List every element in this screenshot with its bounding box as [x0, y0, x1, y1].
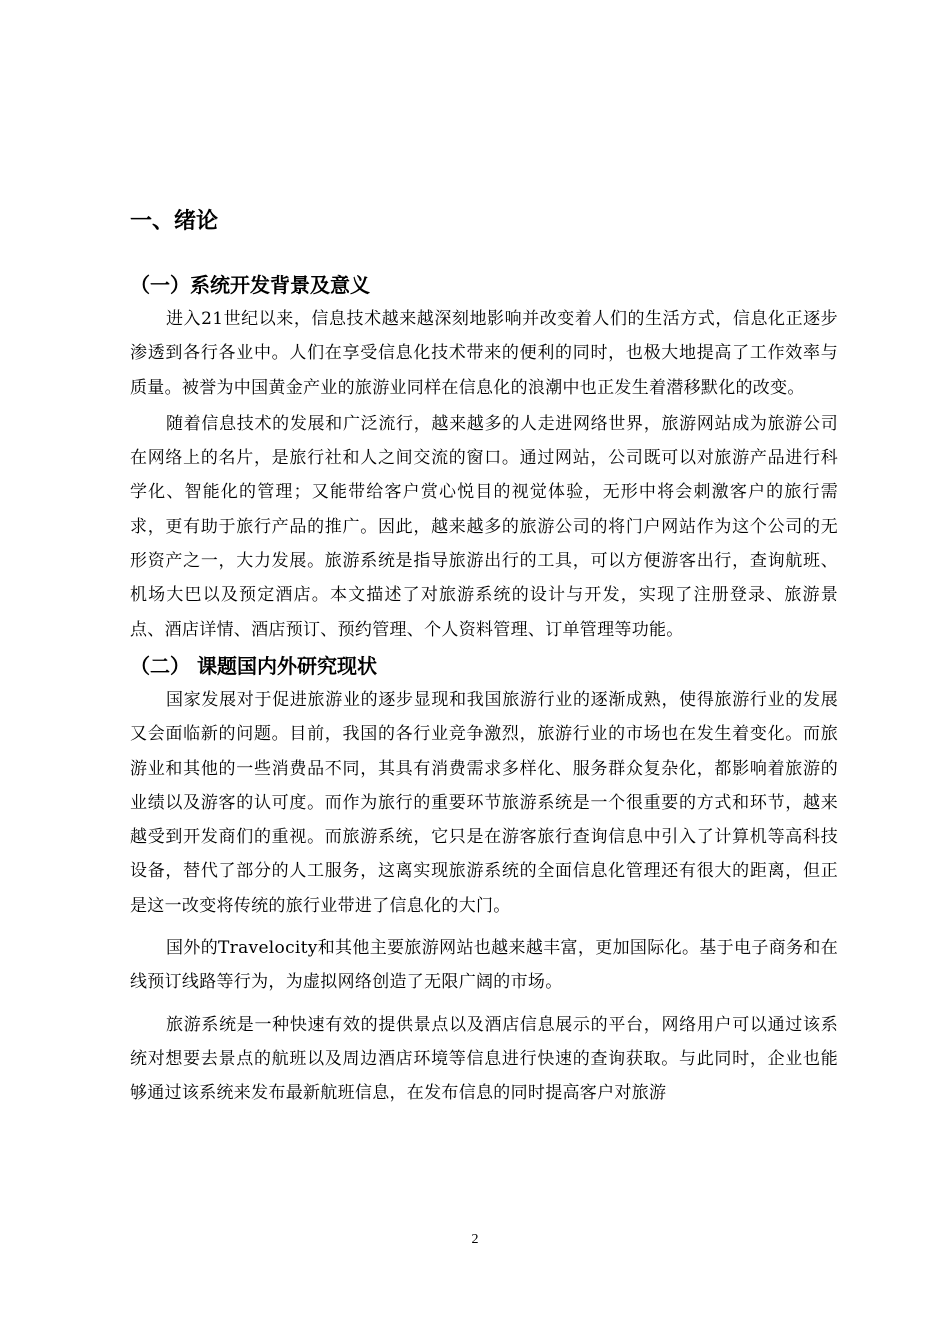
- page-body: [130, 204, 838, 1119]
- chapter-title: 一、绪论: [130, 209, 219, 234]
- paragraph: 国家发展对于促进旅游业的逐步显现和我国旅游行业的逐渐成熟，使得旅游行业的发展又会面临新的问题。目前，我国的各行业竞争激烈，旅游行业的市场也在发生着变化。而旅游业和其他的一些消费品不同，其具有消费需求多样化、服务群众复杂化，都影响着旅游的业绩以及游客的认可度。而作为旅行的重要环节旅游系统是一个很重要的方式和环节，越来越受到开发商们的重视。而旅游系统，它只是在游客旅行查询信息中引入了计算机等高科技设备，替代了部分的人工服务，这离实现旅游系统的全面信息化管理还有很大的距离，但正是这一改变将传统的旅行业带进了信息化的大门。: [130, 689, 838, 916]
- paragraph: 旅游系统是一种快速有效的提供景点以及酒店信息展示的平台，网络用户可以通过该系统对想要去景点的航班以及周边酒店环境等信息进行快速的查询获取。与此同时，企业也能够通过该系统来发布最新航班信息，在发布信息的同时提高客户对旅游: [130, 1014, 838, 1104]
- section-title-research-status: （二） 课题国内外研究现状: [130, 653, 377, 678]
- section-title-background: （一）系统开发背景及意义: [130, 273, 370, 297]
- paragraph: 国外的Travelocity和其他主要旅游网站也越来越丰富，更加国际化。基于电子商务和在线预订线路等行为，为虚拟网络创造了无限广阔的市场。: [130, 938, 838, 993]
- paragraph: 随着信息技术的发展和广泛流行，越来越多的人走进网络世界，旅游网站成为旅游公司在网络上的名片，是旅行社和人之间交流的窗口。通过网站，公司既可以对旅游产品进行科学化、智能化的管理；又能带给客户赏心悦目的视觉体验，无形中将会刺激客户的旅行需求，更有助于旅行产品的推广。因此，越来越多的旅游公司的将门户网站作为这个公司的无形资产之一，大力发展。旅游系统是指导旅游出行的工具，可以方便游客出行，查询航班、机场大巴以及预定酒店。本文描述了对旅游系统的设计与开发，实现了注册登录、旅游景点、酒店详情、酒店预订、预约管理、个人资料管理、订单管理等功能。: [130, 413, 838, 640]
- paragraph: 进入21世纪以来，信息技术越来越深刻地影响并改变着人们的生活方式，信息化正逐步渗透到各行各业中。人们在享受信息化技术带来的便利的同时，也极大地提高了工作效率与质量。被誉为中国黄金产业的旅游业同样在信息化的浪潮中也正发生着潜移默化的改变。: [130, 309, 838, 398]
- page-number: 2: [471, 1232, 479, 1247]
